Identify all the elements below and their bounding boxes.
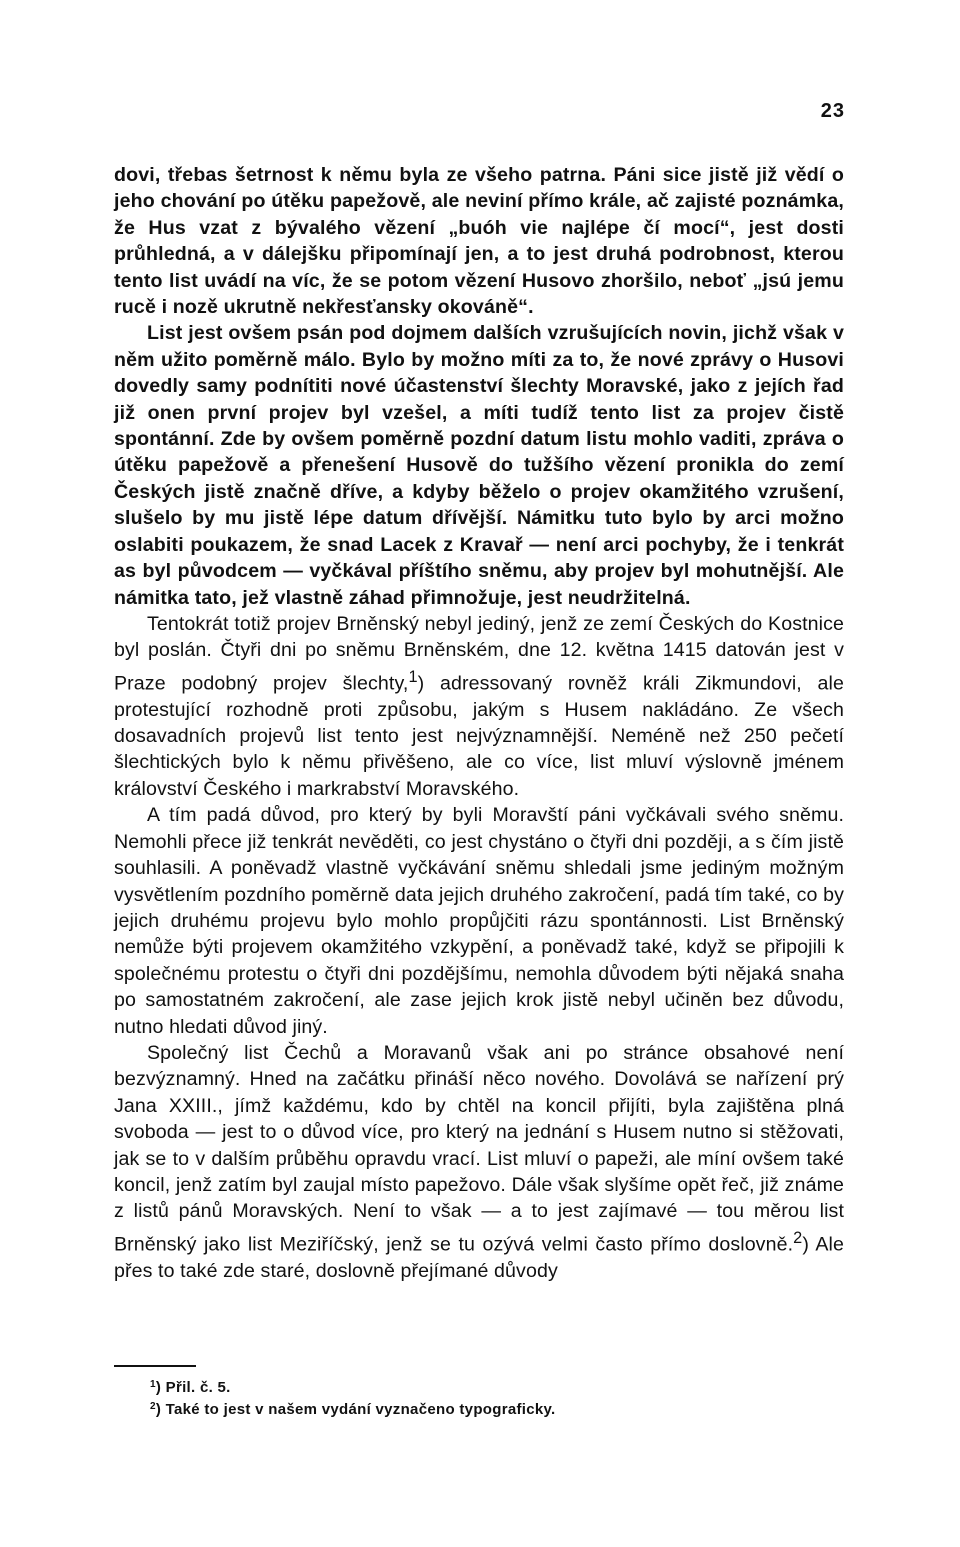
footnotes [150, 1377, 840, 1421]
paragraph-text: Společný list Čechů a Moravanů však ani po stránce obsahové není bezvýznamný. Hned na začátku přináší něco nového. Dovolává se nařízení prý Jana XXIII., jímž každému, kdo by chtěl na koncil přijíti, byla zajištěna plná svoboda — jest to o důvod více, pro který na jednání s Husem nutno si stěžovati, jak se to v dalším průběhu opravdu vrací. List mluví o papeži, ale míní ovšem také koncil, jenž zatím byl zaujal místo papežovo. Dále však slyšíme opět řeč, již známe z listů pánů Moravských. Není to však — a to jest zajímavé — tou měrou list Brněnský jako list Meziříčský, jenž se tu ozývá velmi často přímo doslovně. [114, 1041, 844, 1256]
paragraph: List jest ovšem psán pod dojmem dalších vzrušujících novin, jichž však v něm užito poměrně málo. Bylo by možno míti za to, že nové zprávy o Husovi dovedly samy podnítiti nové účastenství šlechty Moravské, jako z jejích řad již onen první projev byl vzešel, a míti tudíž tento list za projev čistě spontánní. Zde by ovšem poměrně pozdní datum listu mohlo vaditi, zpráva o útěku papežově a přenešení Husově do tužšího vězení pronikla do zemí Českých jistě značně dříve, a kdyby běželo o projev okamžitého vzrušení, slušelo by mu jistě lépe datum dřívější. Námitku tuto bylo by arci možno oslabiti poukazem, že snad Lacek z Kravař — není arci pochyby, že i tenkrát as byl původcem — vyčkával příštího sněmu, aby projev byl mohutnější. Ale námitka tato, jež vlastně záhad přimnožuje, jest neudržitelná. [114, 322, 844, 609]
paragraph-text-continued: ) adressovaný rovněž králi Zikmundovi, ale protestující rozhodně proti způsobu, jakým s Husem nakládáno. Ze všech dosavadních projevů list tento jest nejvýznamnější. Neméně než 250 pečetí šlechtických bylo k němu přivěšeno, ale co více, list mluví výslovně jménem království Českého i markrabství Moravského. [114, 672, 844, 800]
footnote-mark: 2 [150, 1401, 156, 1412]
footnote [150, 1399, 840, 1421]
footnote-text: ) Přil. č. 5. [155, 1379, 231, 1396]
page-number: 23 [820, 100, 845, 122]
paragraph-text-continued: ) Ale přes to také zde staré, doslovně přejímané důvody [114, 1233, 844, 1282]
paragraph: A tím padá důvod, pro který by byli Moravští páni vyčkávali svého sněmu. Nemohli přece již tenkrát nevěděti, co jest chystáno o čtyři dni později, a s čím jistě souhlasili. A poněvadž vlastně vyčkávání sněmu shledali jsme jediným možným vysvětlením pozdního poměrně data jejich druhého zakročení, padá tím také, co by jejich druhému projevu bylo mohlo propůjčiti rázu spontánnosti. List Brněnský nemůže býti projevem okamžitého vzkypění, a poněvadž také, když se připojili k společnému protestu o čtyři dni pozdějšímu, nemohla důvodem býti nějaká snaha po samostatném zakročení, ale zase jejich krok jistě nebyl učiněn bez důvodu, nutno hledati důvod jiný. [114, 804, 844, 1038]
footnote-mark: 1 [150, 1379, 156, 1390]
footnote-reference: 2 [793, 1228, 803, 1247]
footnote-reference: 1 [408, 667, 418, 686]
footnote [150, 1377, 840, 1399]
paragraph-with-footnote [114, 611, 844, 802]
footnote-divider [114, 1365, 196, 1367]
paragraph-continued: dovi, třebas šetrnost k němu byla ze všeho patrna. Páni sice jistě již vědí o jeho chování po útěku papežově, ale neviní přímo krále, ač zajisté poznámka, že Hus vzat z bývalého vězení „buóh vie najlépe čí mocí“, jest dosti průhledná, a v dálejšku připomínají jen, a to jest druhá podrobnost, kterou tento list uvádí na víc, že se potom vězení Husovo zhoršilo, neboť „jsú jemu rucě i nozě ukrutně nekřesťansky okováně“. [114, 164, 844, 319]
paragraph-text: Tentokrát totiž projev Brněnský nebyl jediný, jenž ze zemí Českých do Kostnice byl poslán. Čtyři dni po sněmu Brněnském, dne 12. května 1415 datován jest v Praze podobný projev šlechty, [114, 612, 844, 695]
footnote-text: ) Také to jest v našem vydání vyznačeno typograficky. [155, 1401, 556, 1418]
paragraph-with-footnote [114, 1040, 844, 1284]
body-text [114, 162, 844, 1284]
